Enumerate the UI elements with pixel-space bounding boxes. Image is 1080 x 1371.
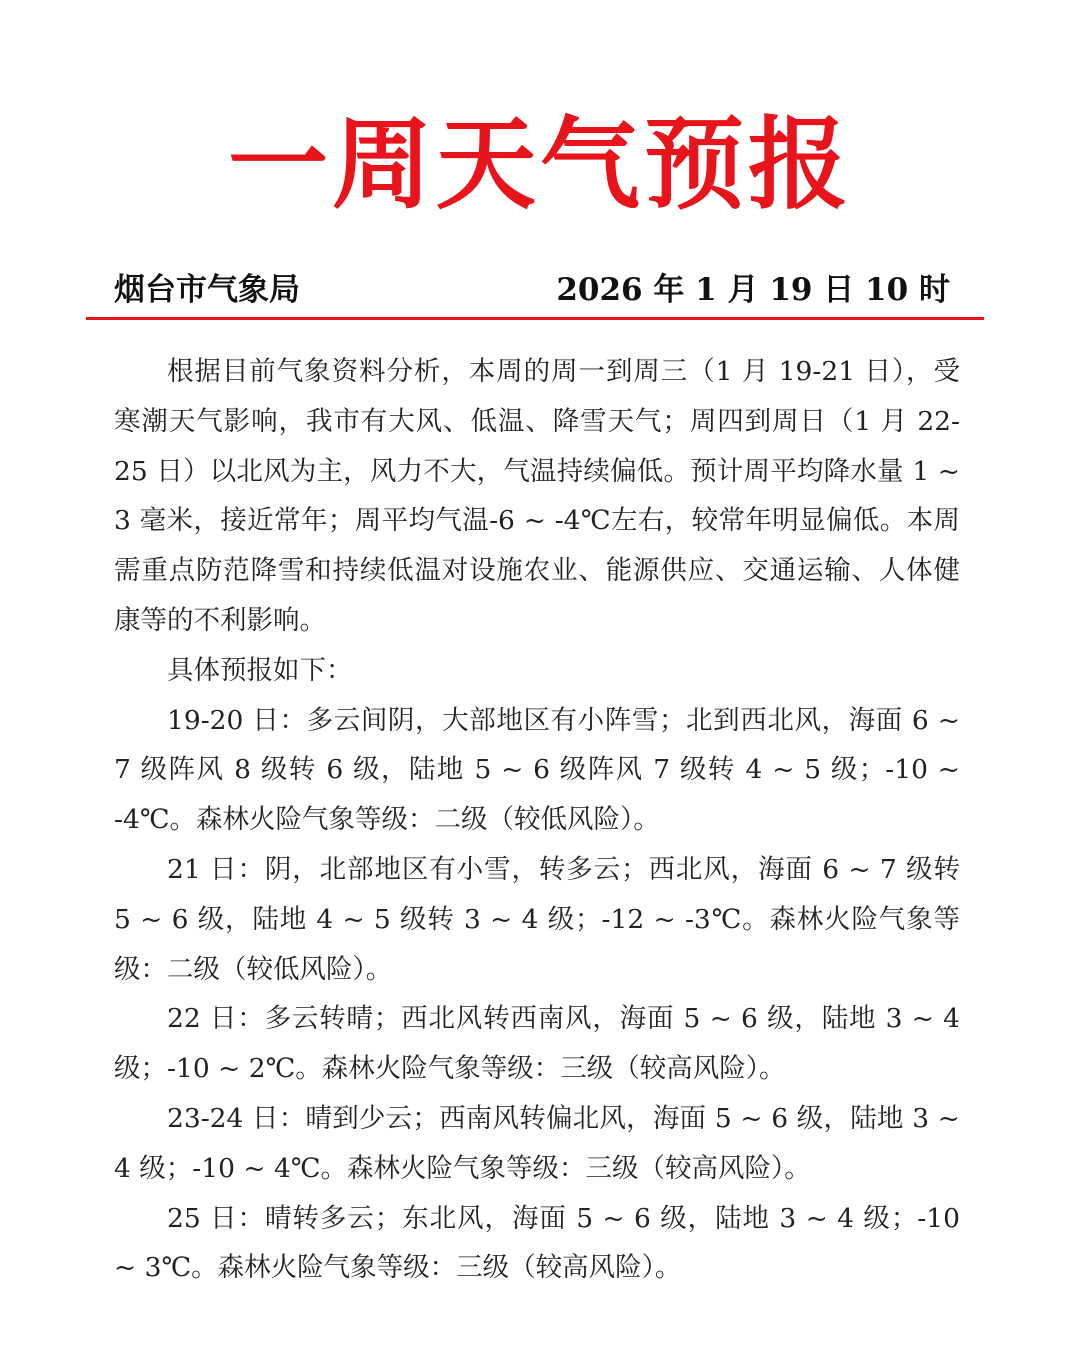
forecast-day-23-24: 23-24 日：晴到少云；西南风转偏北风，海面 5 ~ 6 级，陆地 3 ~ 4 级；-10 ~ 4℃。森林火险气象等级：三级（较高风险）。 [114, 1102, 960, 1184]
forecast-day-25: 25 日：晴转多云；东北风，海面 5 ~ 6 级，陆地 3 ~ 4 级；-10 ~ 3℃。森林火险气象等级：三级（较高风险）。 [114, 1202, 960, 1284]
document-title: 一周天气预报 [228, 105, 852, 223]
forecast-day-21: 21 日：阴，北部地区有小雪，转多云；西北风，海面 6 ~ 7 级转 5 ~ 6 级，陆地 4 ~ 5 级转 3 ~ 4 级；-12 ~ -3℃。森林火险气象等级：二级（较低风险）。 [114, 853, 960, 985]
forecast-day-19-20: 19-20 日：多云间阴，大部地区有小阵雪；北到西北风，海面 6 ~ 7 级阵风 8 级转 6 级，陆地 5 ~ 6 级阵风 7 级转 4 ~ 5 级；-10 ~ -4℃。森林火险气象等级：二级（较低风险）。 [114, 704, 960, 836]
document-header [114, 268, 950, 312]
issuing-agency: 烟台市气象局 [114, 272, 300, 308]
forecast-day-22: 22 日：多云转晴；西北风转西南风，海面 5 ~ 6 级，陆地 3 ~ 4 级；-10 ~ 2℃。森林火险气象等级：三级（较高风险）。 [114, 1003, 960, 1085]
summary-paragraph: 根据目前气象资料分析，本周的周一到周三（1 月 19-21 日），受寒潮天气影响，我市有大风、低温、降雪天气；周四到周日（1 月 22-25 日）以北风为主，风力不大，气温持续偏低。预计周平均降水量 1 ~ 3 毫米，接近常年；周平均气温-6 ~ -4℃左右，较常年明显偏低。本周需重点防范降雪和持续低温对设施农业、能源供应、交通运输、人体健康等的不利影响。 [114, 356, 960, 636]
forecast-body [114, 347, 960, 1293]
detail-intro: 具体预报如下： [167, 654, 353, 686]
red-divider [86, 317, 984, 320]
issue-date: 2026 年 1 月 19 日 10 时 [556, 272, 950, 308]
